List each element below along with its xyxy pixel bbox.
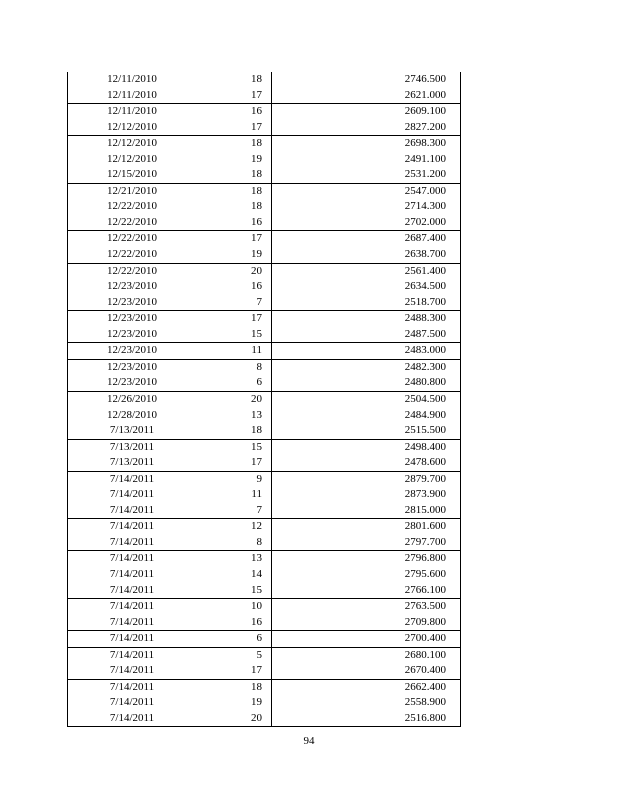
table-row <box>68 567 461 583</box>
date-cell: 7/14/2011 <box>68 695 197 711</box>
value-cell: 2621.000 <box>272 88 461 104</box>
date-cell: 12/22/2010 <box>68 199 197 215</box>
count-cell: 15 <box>196 583 272 599</box>
table-row <box>68 120 461 136</box>
count-cell: 17 <box>196 311 272 327</box>
count-cell: 7 <box>196 295 272 311</box>
value-cell: 2638.700 <box>272 247 461 263</box>
data-table-body <box>68 72 461 727</box>
date-cell: 7/14/2011 <box>68 519 197 535</box>
table-row <box>68 295 461 311</box>
value-cell: 2516.800 <box>272 711 461 727</box>
value-cell: 2491.100 <box>272 152 461 168</box>
table-row <box>68 263 461 279</box>
table-row <box>68 423 461 439</box>
value-cell: 2746.500 <box>272 72 461 88</box>
value-cell: 2714.300 <box>272 199 461 215</box>
date-cell: 7/13/2011 <box>68 439 197 455</box>
value-cell: 2558.900 <box>272 695 461 711</box>
count-cell: 12 <box>196 519 272 535</box>
date-cell: 7/14/2011 <box>68 599 197 615</box>
date-cell: 7/14/2011 <box>68 503 197 519</box>
table-row <box>68 615 461 631</box>
count-cell: 18 <box>196 199 272 215</box>
table-row <box>68 375 461 391</box>
count-cell: 8 <box>196 535 272 551</box>
table-row <box>68 471 461 487</box>
value-cell: 2547.000 <box>272 183 461 199</box>
value-cell: 2827.200 <box>272 120 461 136</box>
date-cell: 12/12/2010 <box>68 120 197 136</box>
table-row <box>68 631 461 648</box>
date-cell: 12/22/2010 <box>68 263 197 279</box>
value-cell: 2484.900 <box>272 407 461 423</box>
value-cell: 2670.400 <box>272 663 461 679</box>
count-cell: 6 <box>196 631 272 648</box>
table-row <box>68 199 461 215</box>
value-cell: 2483.000 <box>272 343 461 360</box>
count-cell: 5 <box>196 647 272 663</box>
date-cell: 7/14/2011 <box>68 711 197 727</box>
date-cell: 12/12/2010 <box>68 136 197 152</box>
date-cell: 7/13/2011 <box>68 423 197 439</box>
table-row <box>68 551 461 567</box>
date-cell: 12/11/2010 <box>68 104 197 120</box>
value-cell: 2634.500 <box>272 279 461 295</box>
date-cell: 7/14/2011 <box>68 471 197 487</box>
count-cell: 13 <box>196 407 272 423</box>
count-cell: 8 <box>196 359 272 375</box>
table-row <box>68 152 461 168</box>
count-cell: 11 <box>196 487 272 503</box>
table-row <box>68 343 461 360</box>
value-cell: 2698.300 <box>272 136 461 152</box>
count-cell: 11 <box>196 343 272 360</box>
table-row <box>68 663 461 679</box>
value-cell: 2515.500 <box>272 423 461 439</box>
value-cell: 2795.600 <box>272 567 461 583</box>
date-cell: 12/23/2010 <box>68 359 197 375</box>
date-cell: 12/21/2010 <box>68 183 197 199</box>
date-cell: 12/26/2010 <box>68 391 197 407</box>
value-cell: 2766.100 <box>272 583 461 599</box>
table-row <box>68 136 461 152</box>
data-table <box>67 72 461 727</box>
count-cell: 18 <box>196 72 272 88</box>
date-cell: 12/22/2010 <box>68 247 197 263</box>
count-cell: 17 <box>196 663 272 679</box>
date-cell: 12/11/2010 <box>68 88 197 104</box>
value-cell: 2480.800 <box>272 375 461 391</box>
value-cell: 2561.400 <box>272 263 461 279</box>
table-row <box>68 183 461 199</box>
value-cell: 2815.000 <box>272 503 461 519</box>
count-cell: 9 <box>196 471 272 487</box>
date-cell: 7/14/2011 <box>68 551 197 567</box>
date-cell: 12/11/2010 <box>68 72 197 88</box>
date-cell: 12/23/2010 <box>68 343 197 360</box>
date-cell: 7/14/2011 <box>68 647 197 663</box>
date-cell: 7/14/2011 <box>68 535 197 551</box>
table-row <box>68 359 461 375</box>
date-cell: 12/22/2010 <box>68 231 197 247</box>
value-cell: 2518.700 <box>272 295 461 311</box>
count-cell: 18 <box>196 167 272 183</box>
table-row <box>68 311 461 327</box>
table-row <box>68 72 461 88</box>
count-cell: 14 <box>196 567 272 583</box>
date-cell: 12/28/2010 <box>68 407 197 423</box>
date-cell: 7/14/2011 <box>68 615 197 631</box>
table-row <box>68 407 461 423</box>
count-cell: 16 <box>196 279 272 295</box>
value-cell: 2797.700 <box>272 535 461 551</box>
count-cell: 20 <box>196 711 272 727</box>
count-cell: 20 <box>196 391 272 407</box>
table-row <box>68 215 461 231</box>
value-cell: 2873.900 <box>272 487 461 503</box>
table-row <box>68 583 461 599</box>
date-cell: 7/14/2011 <box>68 567 197 583</box>
count-cell: 18 <box>196 679 272 695</box>
date-cell: 12/23/2010 <box>68 311 197 327</box>
value-cell: 2498.400 <box>272 439 461 455</box>
count-cell: 17 <box>196 231 272 247</box>
value-cell: 2482.300 <box>272 359 461 375</box>
date-cell: 12/15/2010 <box>68 167 197 183</box>
date-cell: 7/14/2011 <box>68 631 197 648</box>
table-row <box>68 695 461 711</box>
table-row <box>68 247 461 263</box>
date-cell: 7/14/2011 <box>68 583 197 599</box>
count-cell: 19 <box>196 695 272 711</box>
date-cell: 7/14/2011 <box>68 679 197 695</box>
count-cell: 17 <box>196 455 272 471</box>
table-row <box>68 439 461 455</box>
date-cell: 7/14/2011 <box>68 487 197 503</box>
count-cell: 16 <box>196 104 272 120</box>
date-cell: 12/22/2010 <box>68 215 197 231</box>
table-row <box>68 679 461 695</box>
value-cell: 2763.500 <box>272 599 461 615</box>
count-cell: 13 <box>196 551 272 567</box>
value-cell: 2504.500 <box>272 391 461 407</box>
count-cell: 17 <box>196 88 272 104</box>
date-cell: 12/23/2010 <box>68 279 197 295</box>
date-cell: 7/13/2011 <box>68 455 197 471</box>
table-row <box>68 503 461 519</box>
count-cell: 18 <box>196 423 272 439</box>
table-row <box>68 519 461 535</box>
value-cell: 2879.700 <box>272 471 461 487</box>
count-cell: 17 <box>196 120 272 136</box>
table-row <box>68 167 461 183</box>
count-cell: 19 <box>196 247 272 263</box>
value-cell: 2487.500 <box>272 327 461 343</box>
table-row <box>68 535 461 551</box>
table-row <box>68 327 461 343</box>
count-cell: 16 <box>196 215 272 231</box>
table-row <box>68 279 461 295</box>
count-cell: 18 <box>196 183 272 199</box>
table-row <box>68 487 461 503</box>
value-cell: 2488.300 <box>272 311 461 327</box>
value-cell: 2709.800 <box>272 615 461 631</box>
table-row <box>68 231 461 247</box>
date-cell: 12/23/2010 <box>68 327 197 343</box>
count-cell: 20 <box>196 263 272 279</box>
value-cell: 2796.800 <box>272 551 461 567</box>
table-row <box>68 104 461 120</box>
table-row <box>68 391 461 407</box>
date-cell: 12/12/2010 <box>68 152 197 168</box>
value-cell: 2687.400 <box>272 231 461 247</box>
table-row <box>68 455 461 471</box>
table-row <box>68 711 461 727</box>
table-row <box>68 647 461 663</box>
date-cell: 7/14/2011 <box>68 663 197 679</box>
count-cell: 10 <box>196 599 272 615</box>
date-cell: 12/23/2010 <box>68 295 197 311</box>
date-cell: 12/23/2010 <box>68 375 197 391</box>
count-cell: 15 <box>196 327 272 343</box>
count-cell: 6 <box>196 375 272 391</box>
value-cell: 2662.400 <box>272 679 461 695</box>
count-cell: 7 <box>196 503 272 519</box>
value-cell: 2609.100 <box>272 104 461 120</box>
count-cell: 19 <box>196 152 272 168</box>
page-number: 94 <box>303 735 315 747</box>
count-cell: 15 <box>196 439 272 455</box>
count-cell: 18 <box>196 136 272 152</box>
count-cell: 16 <box>196 615 272 631</box>
value-cell: 2680.100 <box>272 647 461 663</box>
value-cell: 2702.000 <box>272 215 461 231</box>
value-cell: 2700.400 <box>272 631 461 648</box>
value-cell: 2478.600 <box>272 455 461 471</box>
table-row <box>68 599 461 615</box>
table-row <box>68 88 461 104</box>
value-cell: 2531.200 <box>272 167 461 183</box>
value-cell: 2801.600 <box>272 519 461 535</box>
